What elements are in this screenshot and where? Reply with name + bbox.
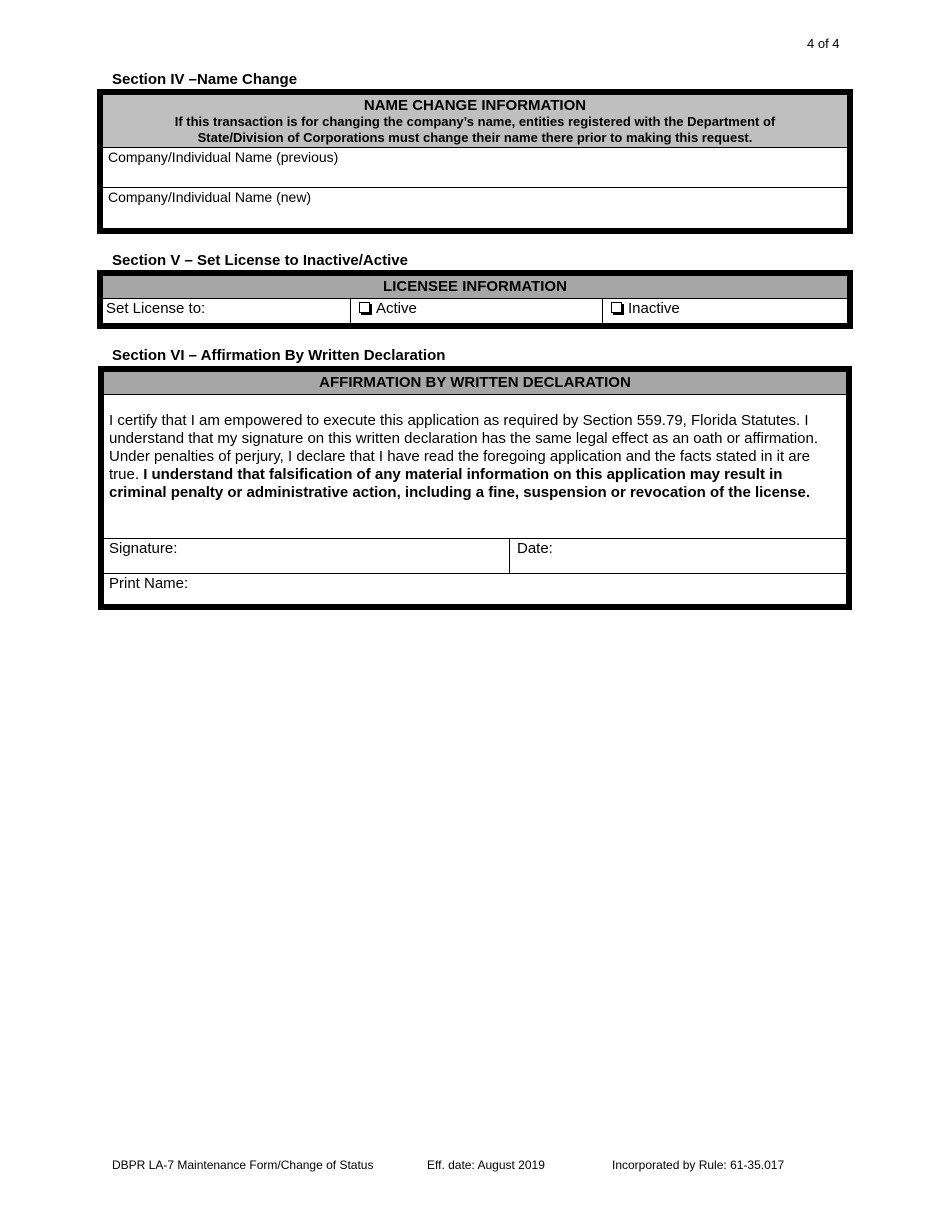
active-label: Active bbox=[376, 300, 417, 317]
name-change-notice-2: State/Division of Corporations must change their name there prior to making this request. bbox=[197, 130, 753, 145]
name-change-box bbox=[97, 89, 853, 234]
section-vi-title: Section VI – Affirmation By Written Declaration bbox=[112, 347, 446, 364]
new-name-label: Company/Individual Name (new) bbox=[108, 189, 312, 205]
affirmation-box bbox=[98, 366, 852, 610]
footer-eff-date: Eff. date: August 2019 bbox=[427, 1158, 545, 1172]
section-v-title: Section V – Set License to Inactive/Active bbox=[112, 252, 408, 269]
licensee-header: LICENSEE INFORMATION bbox=[103, 276, 847, 299]
license-status-row bbox=[103, 299, 847, 327]
name-change-inner bbox=[102, 94, 848, 229]
inactive-option[interactable] bbox=[603, 299, 849, 327]
affirmation-header: AFFIRMATION BY WRITTEN DECLARATION bbox=[104, 372, 846, 395]
page-number: 4 of 4 bbox=[807, 36, 840, 51]
footer-form-name: DBPR LA-7 Maintenance Form/Change of Status bbox=[112, 1158, 374, 1172]
previous-name-label: Company/Individual Name (previous) bbox=[108, 149, 339, 165]
name-change-header bbox=[103, 95, 847, 148]
affirmation-text bbox=[104, 395, 846, 539]
affirmation-paragraph bbox=[109, 412, 842, 502]
section-iv-title: Section IV –Name Change bbox=[112, 71, 298, 88]
date-label: Date: bbox=[517, 540, 553, 557]
inactive-label: Inactive bbox=[628, 300, 680, 317]
licensee-box bbox=[97, 270, 853, 329]
set-license-label: Set License to: bbox=[103, 299, 351, 327]
signature-field[interactable] bbox=[104, 539, 510, 573]
signature-label: Signature: bbox=[109, 540, 178, 557]
print-name-field[interactable] bbox=[104, 574, 846, 593]
active-checkbox[interactable] bbox=[359, 302, 370, 313]
signature-row bbox=[104, 539, 846, 574]
licensee-inner bbox=[102, 275, 848, 324]
footer-rule: Incorporated by Rule: 61-35.017 bbox=[612, 1158, 785, 1172]
date-field[interactable] bbox=[510, 539, 848, 573]
active-option[interactable] bbox=[351, 299, 603, 327]
previous-name-field[interactable] bbox=[103, 148, 847, 188]
print-name-label: Print Name: bbox=[109, 575, 189, 592]
inactive-checkbox[interactable] bbox=[611, 302, 622, 313]
name-change-title: NAME CHANGE INFORMATION bbox=[363, 97, 587, 114]
name-change-notice-1: If this transaction is for changing the company’s name, entities registered with the Department of bbox=[174, 114, 776, 129]
affirmation-inner bbox=[103, 371, 847, 605]
affirmation-statement: I certify that I am empowered to execute this application as required by Section 559.79, Florida Statutes. I understand that my signature on this written declaration has the same legal effect as an oath or affirmation. Under penalties of perjury, I declare that I have read the foregoing application and the facts stated in it are true. bbox=[109, 412, 819, 483]
affirmation-warning: I understand that falsification of any material information on this application may result in criminal penalty or administrative action, including a fine, suspension or revocation of the license. bbox=[109, 466, 810, 501]
new-name-field[interactable] bbox=[103, 188, 847, 206]
